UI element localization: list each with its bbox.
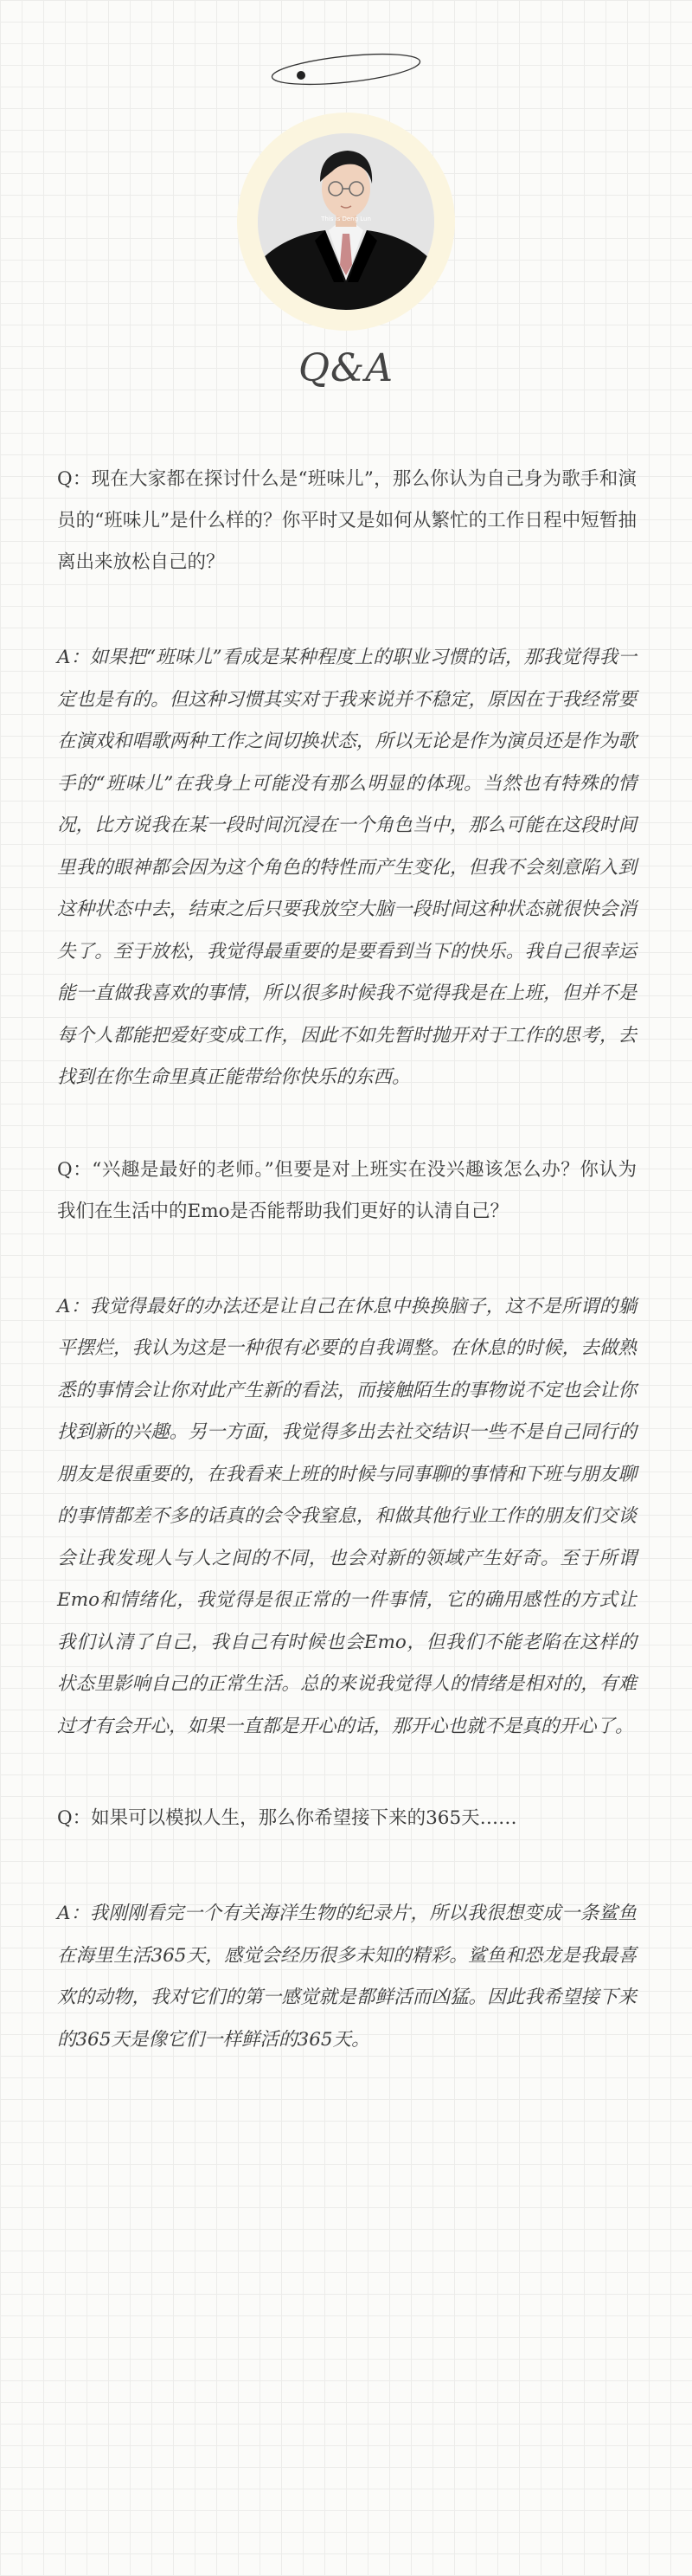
qa-item: [57, 459, 637, 1099]
qa-item: [57, 1150, 637, 1748]
question-text: Q：如果可以模拟人生，那么你希望接下来的365天……: [57, 1807, 517, 1829]
question-text: Q：“兴趣是最好的老师。”但要是对上班实在没兴趣该怎么办？你认为我们在生活中的Emo是否能帮助我们更好的认清自己？: [57, 1158, 637, 1222]
avatar: [258, 133, 434, 310]
answer-text: A：如果把“班味儿”看成是某种程度上的职业习惯的话，那我觉得我一定也是有的。但这种习惯其实对于我来说并不稳定，原因在于我经常要在演戏和唱歌两种工作之间切换状态，所以无论是作为演员还是作为歌手的“班味儿”在我身上可能没有那么明显的体现。当然也有特殊的情况，比方说我在某一段时间沉浸在一个角色当中，那么可能在这段时间里我的眼神都会因为这个角色的特性而产生变化，但我不会刻意陷入到这种状态中去，结束之后只要我放空大脑一段时间这种状态就很快会消失了。至于放松，我觉得最重要的是要看到当下的快乐。我自己很幸运能一直做我喜欢的事情，所以很多时候我不觉得我是在上班，但并不是每个人都能把爱好变成工作，因此不如先暂时抛开对于工作的思考，去找到在你生命里真正能带给你快乐的东西。: [57, 647, 637, 1088]
answer-text: A：我刚刚看完一个有关海洋生物的纪录片，所以我很想变成一条鲨鱼在海里生活365天，感觉会经历很多未知的精彩。鲨鱼和恐龙是我最喜欢的动物，我对它们的第一感觉就是都鲜活而凶猛。因此我希望接下来的365天是像它们一样鲜活的365天。: [57, 1903, 637, 2051]
avatar-caption: This is Deng Lun: [321, 216, 371, 222]
qa-list: [57, 459, 637, 2061]
orbit-decoration-icon: [268, 48, 424, 91]
portrait-image: [258, 133, 434, 310]
answer-text: A：我觉得最好的办法还是让自己在休息中换换脑子，这不是所谓的躺平摆烂，我认为这是一种很有必要的自我调整。在休息的时候，去做熟悉的事情会让你对此产生新的看法，而接触陌生的事物说不定也会让你找到新的兴趣。另一方面，我觉得多出去社交结识一些不是自己同行的朋友是很重要的，在我看来上班的时候与同事聊的事情和下班与朋友聊的事情都差不多的话真的会令我窒息，和做其他行业工作的朋友们交谈会让我发现人与人之间的不同，也会对新的领域产生好奇。至于所谓Emo和情绪化，我觉得是很正常的一件事情，它的确用感性的方式让我们认清了自己，我自己有时候也会Emo，但我们不能老陷在这样的状态里影响自己的正常生活。总的来说我觉得人的情绪是相对的，有难过才有会开心，如果一直都是开心的话，那开心也就不是真的开心了。: [57, 1295, 637, 1737]
question-text: Q：现在大家都在探讨什么是“班味儿”，那么你认为自己身为歌手和演员的“班味儿”是什么样的？你平时又是如何从繁忙的工作日程中短暂抽离出来放松自己的？: [57, 468, 637, 573]
page-title: Q&A: [298, 346, 394, 390]
qa-item: [57, 1798, 637, 2061]
header: [0, 0, 692, 415]
